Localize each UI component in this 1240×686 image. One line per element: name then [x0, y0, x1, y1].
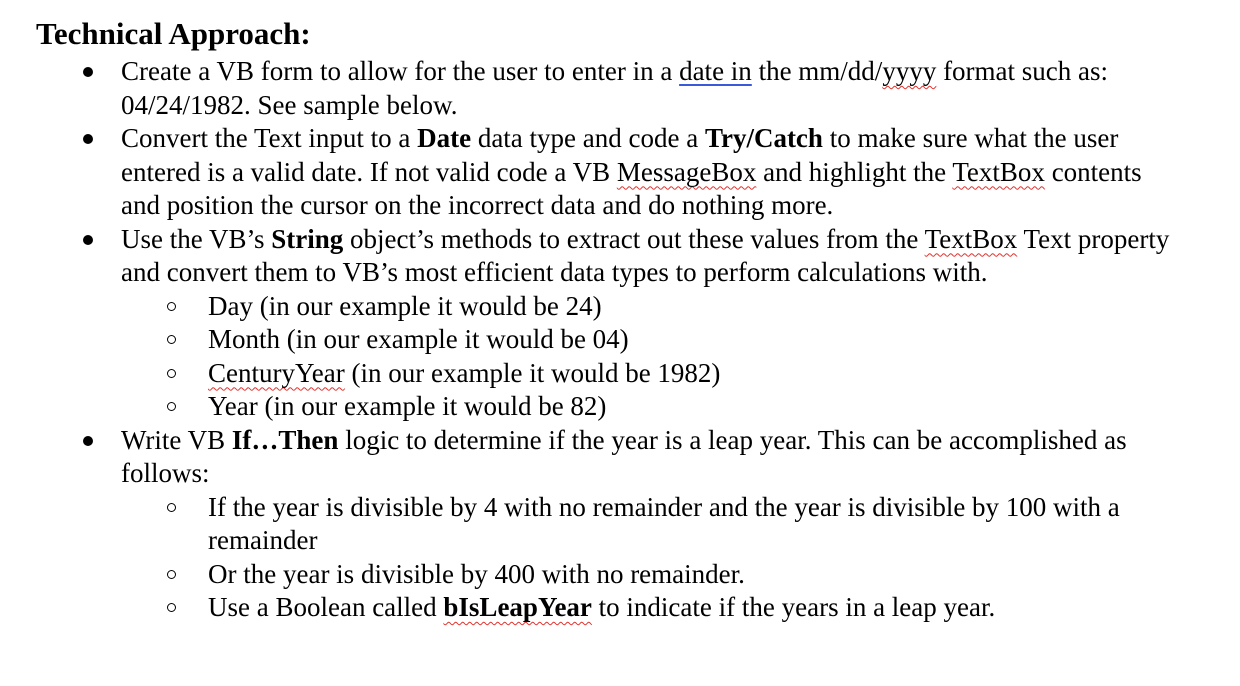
bullet-icon	[83, 235, 93, 245]
circle-bullet-icon	[167, 369, 176, 378]
spellcheck-messagebox: MessageBox	[616, 156, 757, 187]
list-item-create-form: Create a VB form to allow for the user to enter in a date in the mm/dd/yyyy format such as: 04/24/1982. See sample below.	[0, 55, 1186, 122]
spellcheck-textbox: TextBox	[952, 156, 1045, 187]
sublist-item-boolean: Use a Boolean called bIsLeapYear to indicate if the years in a leap year.	[121, 591, 1168, 625]
bullet-icon	[83, 134, 93, 144]
bullet-icon	[83, 436, 93, 446]
spellcheck-textbox: TextBox	[924, 223, 1018, 254]
sublist-item-rule-divisible-400: Or the year is divisible by 400 with no remainder.	[121, 558, 1168, 592]
circle-bullet-icon	[167, 302, 176, 311]
circle-bullet-icon	[167, 503, 176, 512]
sublist-item-rule-divisible-4: If the year is divisible by 4 with no remainder and the year is divisible by 100 with a remainder	[121, 491, 1168, 558]
sublist-values	[121, 290, 1186, 424]
circle-bullet-icon	[167, 603, 176, 612]
list-item-convert-date: Convert the Text input to a Date data type and code a Try/Catch to make sure what the user entered is a valid date. If not valid code a VB MessageBox and highlight the TextBox contents and position the cursor on the incorrect data and do nothing more.	[0, 122, 1186, 223]
circle-bullet-icon	[167, 570, 176, 579]
spellcheck-yyyy: yyyy	[882, 56, 937, 86]
bullet-icon	[83, 67, 93, 77]
circle-bullet-icon	[167, 335, 176, 344]
sublist-item-month: Month (in our example it would be 04)	[121, 323, 1168, 357]
sublist-item-year: Year (in our example it would be 82)	[121, 390, 1168, 424]
section-heading: Technical Approach:	[36, 16, 311, 51]
sublist-leap-rules	[121, 491, 1186, 625]
date-in-text: date in	[679, 56, 752, 86]
circle-bullet-icon	[167, 402, 176, 411]
spellcheck-bisleapyear: bIsLeapYear	[443, 592, 592, 622]
requirements-list	[0, 55, 1240, 625]
spellcheck-centuryyear: CenturyYear	[208, 357, 345, 388]
sublist-item-day: Day (in our example it would be 24)	[121, 290, 1168, 324]
list-item-string-methods: Use the VB’s String object’s methods to extract out these values from the TextBox Text property and convert them to VB’s most efficient data types to perform calculations with. Day (in our example it would be 24) Month (in our example it would be 04) CenturyYear (in our example it would be 1982) Year (in our example it would be 82)	[0, 223, 1186, 424]
sublist-item-centuryyear: CenturyYear (in our example it would be 1982)	[121, 357, 1168, 391]
list-item-leap-year-logic: Write VB If…Then logic to determine if the year is a leap year. This can be accomplished as follows: If the year is divisible by 4 with no remainder and the year is divisible by 100 with a remainder Or the year is divisible by 400 with no remainder. Use a Boolean called bIsLeapYear to indicate if the years in a leap year.	[0, 424, 1186, 625]
